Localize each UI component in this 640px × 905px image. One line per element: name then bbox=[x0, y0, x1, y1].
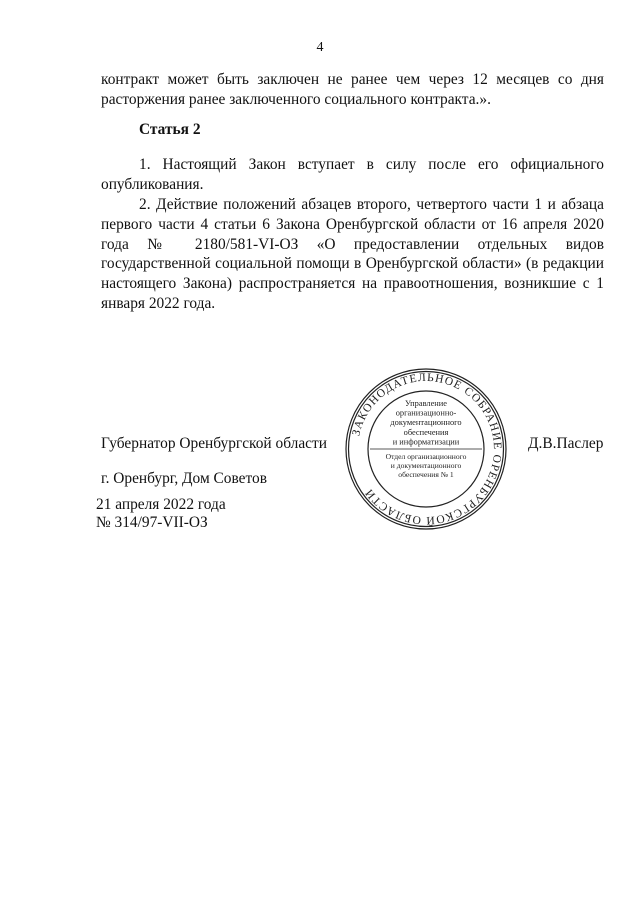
article-heading: Статья 2 bbox=[139, 121, 201, 138]
seal-inner-bottom-line-2: обеспечения № 1 bbox=[398, 470, 454, 479]
seal-inner-bottom-line-1: и документационного bbox=[390, 461, 462, 470]
seal-inner-top-line-1: организационно- bbox=[395, 408, 457, 418]
article-item-2: 2. Действие положений абзацев второго, четвертого части 1 и абзаца первого части 4 статьи 6 Закона Оренбургской области от 16 апреля 2020 года № 2180/581-VI-ОЗ «О предоставлении отдельных видов государственной социальной помощи в Оренбургской области» (в редакции настоящего Закона) распространяется на правоотношения, возникшие с 1 января 2022 года. bbox=[101, 196, 604, 312]
seal-inner-top-line-0: Управление bbox=[404, 399, 448, 408]
seal-inner-top-line-3: обеспечения bbox=[403, 427, 449, 437]
seal-inner-top-line-2: документационного bbox=[390, 418, 462, 428]
law-number: № 314/97-VII-ОЗ bbox=[96, 514, 208, 531]
signatory-title: Губернатор Оренбургской области bbox=[101, 435, 327, 452]
seal-inner-bottom-line-0: Отдел организационного bbox=[385, 452, 467, 461]
signing-place: г. Оренбург, Дом Советов bbox=[101, 470, 267, 487]
article-item-1: 1. Настоящий Закон вступает в силу после его официального опубликования. bbox=[101, 156, 604, 193]
signatory-name: Д.В.Паслер bbox=[528, 435, 604, 452]
paragraph-continuation: контракт может быть заключен не ранее чем через 12 месяцев со дня расторжения ранее заключенного социального контракта.». bbox=[101, 71, 604, 108]
official-seal bbox=[343, 366, 509, 532]
seal-inner-top-line-4: и информатизации bbox=[392, 437, 460, 447]
law-date: 21 апреля 2022 года bbox=[96, 496, 226, 513]
seal-ring-text: ЗАКОНОДАТЕЛЬНОЕ СОБРАНИЕ ОРЕНБУРГСКОЙ ОБЛАСТИ bbox=[350, 371, 504, 527]
page-number: 4 bbox=[316, 40, 324, 55]
